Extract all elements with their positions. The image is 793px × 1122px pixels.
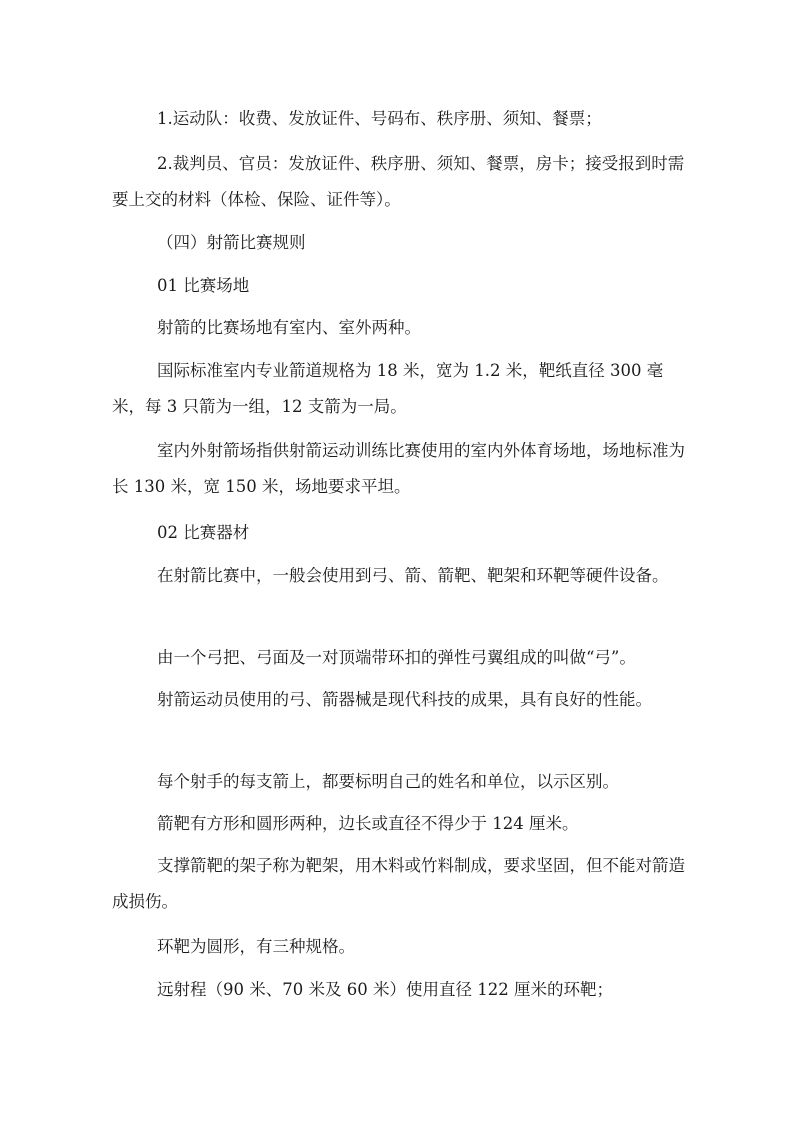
section-heading-archery-rules: （四）射箭比赛规则: [157, 233, 306, 252]
paragraph-bow-definition: 由一个弓把、弓面及一对顶端带环扣的弹性弓翼组成的叫做“弓”。: [157, 648, 636, 667]
subheading-equipment: 02 比赛器材: [157, 523, 250, 542]
paragraph-ring-target: 环靶为圆形，有三种规格。: [157, 937, 355, 956]
paragraph-target-stand: 支撑箭靶的架子称为靶架，用木料或竹料制成，要求坚固，但不能对箭造成损伤。: [112, 856, 685, 911]
paragraph-venue-types: 射箭的比赛场地有室内、室外两种。: [157, 318, 421, 337]
paragraph-target-shape: 箭靶有方形和圆形两种，边长或直径不得少于 124 厘米。: [157, 814, 579, 833]
paragraph-equipment-list: 在射箭比赛中，一般会使用到弓、箭、箭靶、靶架和环靶等硬件设备。: [157, 566, 669, 585]
paragraph-field-standard: 室内外射箭场指供射箭运动训练比赛使用的室内外体育场地，场地标准为长 130 米，宽 150 米，场地要求平坦。: [112, 441, 685, 496]
subheading-venue: 01 比赛场地: [157, 276, 250, 295]
paragraph-registration-referees: 2.裁判员、官员：发放证件、秩序册、须知、餐票，房卡；接受报到时需要上交的材料（体检、保险、证件等）。: [112, 154, 685, 209]
paragraph-long-range: 远射程（90 米、70 米及 60 米）使用直径 122 厘米的环靶；: [157, 980, 613, 999]
paragraph-registration-teams: 1.运动队：收费、发放证件、号码布、秩序册、须知、餐票；: [157, 109, 602, 128]
paragraph-indoor-standard: 国际标准室内专业箭道规格为 18 米，宽为 1.2 米，靶纸直径 300 毫米，每 3 只箭为一组，12 支箭为一局。: [112, 361, 664, 416]
paragraph-equipment-tech: 射箭运动员使用的弓、箭器械是现代科技的成果，具有良好的性能。: [157, 690, 652, 709]
paragraph-arrow-marking: 每个射手的每支箭上，都要标明自己的姓名和单位，以示区别。: [157, 772, 619, 791]
